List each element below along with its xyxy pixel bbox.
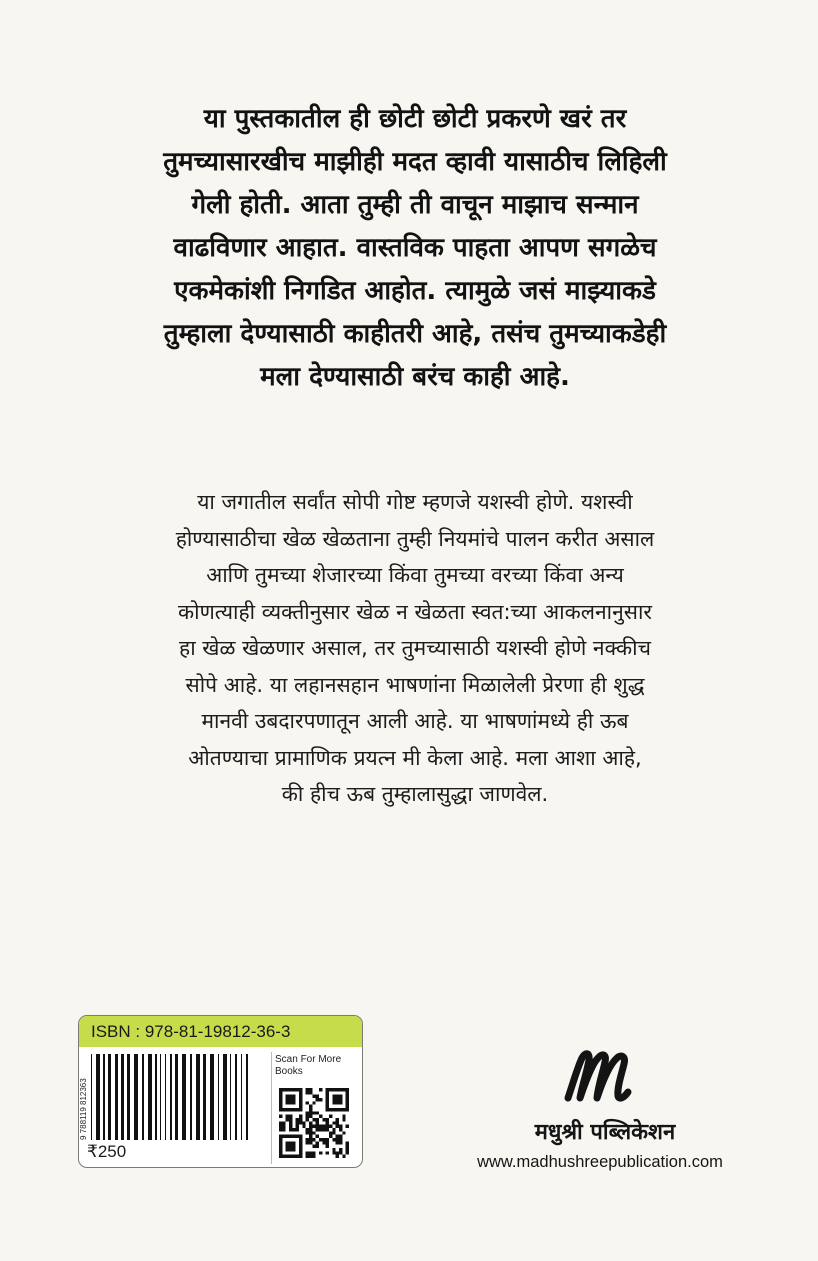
secondary-blurb-line: या जगातील सर्वांत सोपी गोष्ट म्हणजे यशस्वी होणे. यशस्वी [197, 490, 633, 514]
publisher-name: मधुश्री पब्लिकेशन [534, 1120, 676, 1145]
main-blurb-line: एकमेकांशी निगडित आहोत. त्यामुळे जसं माझ्याकडे [174, 276, 656, 306]
main-blurb-line: तुम्हाला देण्यासाठी काहीतरी आहे, तसंच तुमच्याकडेही [163, 319, 667, 349]
scan-prompt: Scan For More Books [275, 1054, 342, 1077]
divider [271, 1052, 272, 1164]
price: ₹250 [87, 1142, 127, 1161]
isbn-number: ISBN : 978-81-19812-36-3 [79, 1016, 362, 1047]
main-blurb-line: गेली होती. आता तुम्ही ती वाचून माझाच सन्मान [191, 190, 639, 220]
barcode-digits: 9 788119 812363 [79, 1078, 88, 1140]
secondary-blurb-line: की हीच ऊब तुम्हालासुद्धा जाणवेल. [281, 782, 549, 806]
secondary-blurb-line: हा खेळ खेळणार असाल, तर तुमच्यासाठी यशस्वी होणे नक्कीच [179, 636, 651, 660]
main-blurb [90, 98, 740, 399]
secondary-blurb [60, 484, 770, 813]
main-blurb-line: तुमच्यासारखीच माझीही मदत व्हावी यासाठीच लिहिली [163, 147, 667, 177]
secondary-blurb-line: आणि तुमच्या शेजारच्या किंवा तुमच्या वरच्या किंवा अन्य [206, 563, 624, 587]
secondary-blurb-line: कोणत्याही व्यक्तीनुसार खेळ न खेळता स्वत:च्या आकलनानुसार [178, 599, 652, 624]
main-blurb-line: मला देण्यासाठी बरंच काही आहे. [260, 362, 570, 392]
barcode [91, 1054, 267, 1140]
secondary-blurb-line: मानवी उबदारपणातून आली आहे. या भाषणांमध्ये ही ऊब [201, 709, 629, 733]
secondary-blurb-line: ओतण्याचा प्रामाणिक प्रयत्न मी केला आहे. मला आशा आहे, [188, 745, 642, 770]
publisher-website-link[interactable]: www.madhushreepublication.com [477, 1153, 723, 1171]
main-blurb-line: वाढविणार आहात. वास्तविक पाहता आपण सगळेच [173, 233, 657, 263]
m-logo-icon [560, 1040, 640, 1110]
isbn-label-box [78, 1015, 363, 1168]
qr-code-icon[interactable] [279, 1088, 349, 1158]
main-blurb-line: या पुस्तकातील ही छोटी छोटी प्रकरणे खरं तर [203, 104, 627, 134]
secondary-blurb-line: सोपे आहे. या लहानसहान भाषणांना मिळालेली प्रेरणा ही शुद्ध [185, 672, 645, 697]
secondary-blurb-line: होण्यासाठीचा खेळ खेळताना तुम्ही नियमांचे पालन करीत असाल [175, 526, 655, 551]
